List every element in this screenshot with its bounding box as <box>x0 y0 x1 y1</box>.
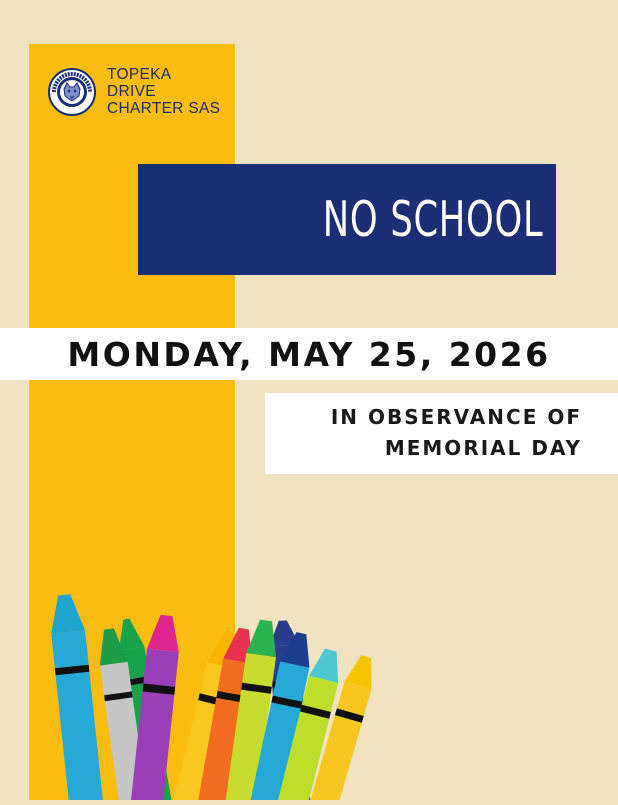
date-band <box>0 328 618 380</box>
headline-box <box>138 164 556 275</box>
school-logo-icon <box>48 68 96 116</box>
school-name-line-3: CHARTER SAS <box>107 100 221 117</box>
observance-box <box>265 393 618 474</box>
date-text: MONDAY, MAY 25, 2026 <box>67 334 551 374</box>
observance-text <box>331 402 582 464</box>
school-name-line-2: DRIVE <box>107 83 156 100</box>
school-name-line-1: TOPEKA <box>107 66 172 83</box>
headline-text: NO SCHOOL <box>322 191 543 248</box>
crayons-icon <box>50 585 380 800</box>
observance-line-1: IN OBSERVANCE OF <box>330 405 582 429</box>
school-name <box>107 66 220 117</box>
observance-line-2: MEMORIAL DAY <box>384 436 582 460</box>
